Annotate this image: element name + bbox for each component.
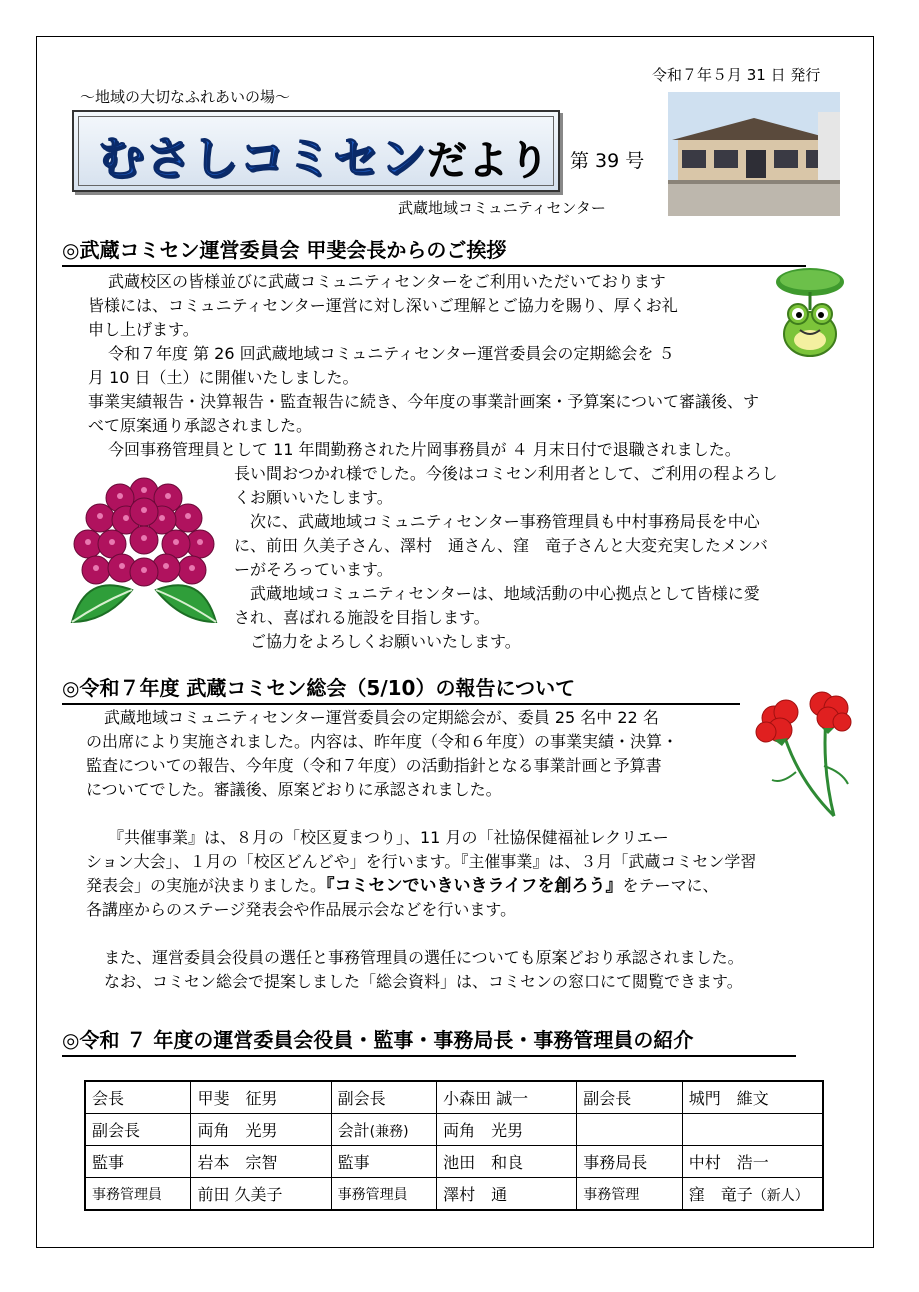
carnation-icon [752,688,854,820]
issue-date: 令和７年５月 31 日 発行 [652,66,821,84]
section2-line: なお、コミセン総会で提案しました「総会資料」は、コミセンの窓口にて閲覧できます。 [104,972,743,991]
organization-name: 武蔵地域コミュニティセンター [398,199,606,217]
roster-name-cell [682,1178,823,1211]
roster-role: 事務局長 [577,1146,682,1178]
section1-line: 皆様には、コミュニティセンター運営に対し深いご理解とご協力を賜り、厚くお礼 [88,296,678,315]
roster-name: 両角 光男 [437,1114,577,1146]
section1-line: 武蔵地域コミュニティセンターは、地域活動の中心拠点として皆様に愛 [250,584,760,603]
roster-role-cell [331,1114,436,1146]
section2-line-with-theme [86,874,719,898]
section1-line: 月 10 日（土）に開催いたしました。 [88,368,359,387]
section2-line: 各講座からのステージ発表会や作品展示会などを行います。 [86,900,517,919]
roster-role: 事務管理員 [85,1178,191,1211]
tagline: ～地域の大切なふれあいの場～ [80,88,291,106]
new-member-note: （新人） [752,1188,809,1204]
section2-line: ション大会」、１月の「校区どんどや」を行います。『主催事業』は、３月「武蔵コミセン学習 [86,852,757,871]
section1-line: 次に、武蔵地域コミュニティセンター事務管理員も中村事務局長を中心 [250,512,760,531]
table-row [85,1114,823,1146]
table-row [85,1146,823,1178]
section1-line: くお願いいたします。 [234,488,393,507]
roster-role: 事務管理 [577,1178,682,1211]
roster-name: 両角 光男 [191,1114,331,1146]
roster-role: 会計 [337,1121,370,1140]
logo-title-main: むさしコミセン [98,131,427,185]
roster-name: 中村 浩一 [682,1146,823,1178]
roster-role: 会長 [85,1081,191,1114]
roster-role [577,1114,682,1146]
logo-title-sub: だより [427,138,550,184]
roster-name [682,1114,823,1146]
table-row [85,1178,823,1211]
section1-line: 長い間おつかれ様でした。今後はコミセン利用者として、ご利用の程よろし [234,464,778,483]
issue-number: 第 39 号 [570,150,645,172]
section1-line: 令和７年度 第 26 回武蔵地域コミュニティセンター運営委員会の定期総会を ５ [108,344,675,363]
section1-line: 事業実績報告・決算報告・監査報告に続き、今年度の事業計画案・予算案について審議後、す [88,392,760,411]
section1-line: べて原案通り承認されました。 [88,416,313,435]
roster-role: 副会長 [331,1081,436,1114]
hydrangea-icon [66,472,222,636]
roster-role: 事務管理員 [331,1178,436,1211]
roster-role: 監事 [85,1146,191,1178]
frog-on-lotus-leaf-icon [774,264,846,360]
roster-role: 副会長 [85,1114,191,1146]
roster-role: 副会長 [577,1081,682,1114]
section2-line: 発表会」の実施が決まりました。 [86,876,327,895]
roster-name: 澤村 通 [437,1178,577,1211]
section2-line: また、運営委員会役員の選任と事務管理員の選任についても原案どおり承認されました。 [104,948,744,967]
section1-line: 申し上げます。 [88,320,199,339]
section2-line: 『共催事業』は、８月の「校区夏まつり」、11 月の「社協保健福祉レクリエー [108,828,669,847]
community-center-photo [668,92,840,216]
roster-name: 池田 和良 [437,1146,577,1178]
table-row [85,1081,823,1114]
section2-line: についてでした。審議後、原案どおりに承認されました。 [86,780,502,799]
section2-line: をテーマに、 [622,876,719,895]
section2-line: の出席により実施されました。内容は、昨年度（令和６年度）の事業実績・決算・ [86,732,679,751]
section2-heading: ◎令和７年度 武蔵コミセン総会（5/10）の報告について [62,672,740,705]
roster-name: 前田 久美子 [191,1178,331,1211]
section1-line: ご協力をよろしくお願いいたします。 [250,632,521,651]
roster-name: 窪 竜子 [688,1185,753,1204]
section1-line: ーがそろっています。 [234,560,393,579]
section1-line: され、喜ばれる施設を目指します。 [234,608,490,627]
newsletter-logo [72,110,560,192]
roster-name: 城門 維文 [682,1081,823,1114]
section1-heading: ◎武蔵コミセン運営委員会 甲斐会長からのご挨拶 [62,234,806,267]
section2-line: 武蔵地域コミュニティセンター運営委員会の定期総会が、委員 25 名中 22 名 [104,708,659,727]
theme-title: 『コミセンでいきいきライフを創ろう』 [326,876,623,896]
section3-heading: ◎令和 ７ 年度の運営委員会役員・監事・事務局長・事務管理員の紹介 [62,1024,796,1057]
roster-role: 監事 [331,1146,436,1178]
concurrent-note: (兼務) [369,1124,409,1140]
roster-name: 小森田 誠一 [437,1081,577,1114]
roster-name: 甲斐 征男 [191,1081,331,1114]
section1-line: 武蔵校区の皆様並びに武蔵コミュニティセンターをご利用いただいております [108,272,666,291]
section2-line: 監査についての報告、今年度（令和７年度）の活動指針となる事業計画と予算書 [86,756,662,775]
section1-line: 今回事務管理員として 11 年間勤務された片岡事務員が ４ 月末日付で退職されました。 [108,440,741,459]
officer-roster-table [84,1080,824,1211]
roster-name: 岩本 宗智 [191,1146,331,1178]
section1-line: に、前田 久美子さん、澤村 通さん、窪 竜子さんと大変充実したメンバ [234,536,768,555]
